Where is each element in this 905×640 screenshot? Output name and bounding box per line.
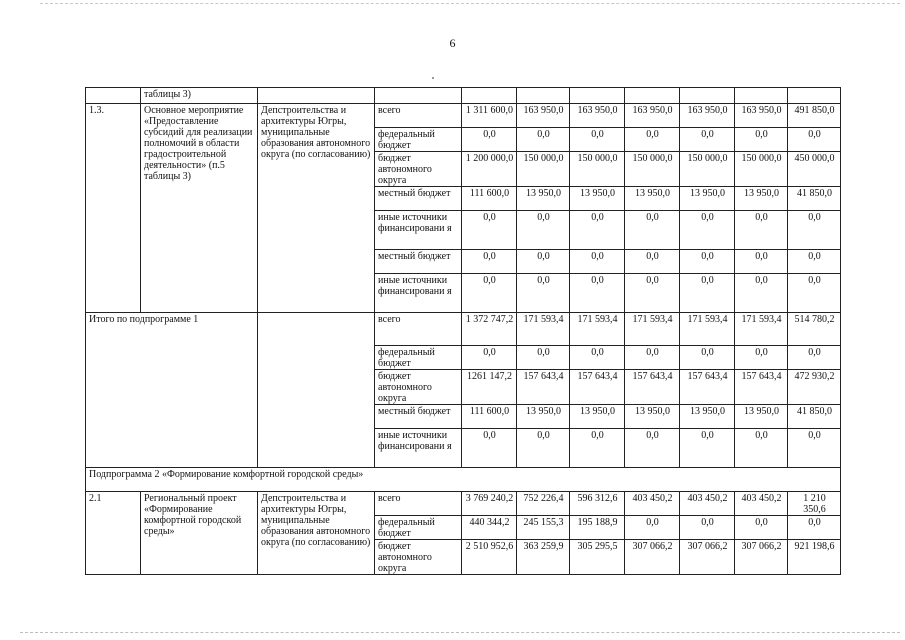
amount-cell: 0,0 [788,250,841,274]
amount-cell: 0,0 [517,346,570,370]
amount-cell: 752 226,4 [517,492,570,516]
amount-cell: 13 950,0 [570,405,625,429]
amount-cell: 0,0 [680,211,735,250]
amount-cell: 41 850,0 [788,405,841,429]
empty-cell [517,88,570,104]
amount-cell: 195 188,9 [570,516,625,540]
amount-cell: 363 259,9 [517,540,570,575]
page-number: 6 [449,36,456,50]
amount-cell: 491 850,0 [788,104,841,128]
amount-cell: 0,0 [625,128,680,152]
amount-cell: 157 643,4 [680,370,735,405]
amount-cell: 13 950,0 [517,405,570,429]
empty-cell [625,88,680,104]
amount-cell: 0,0 [570,274,625,313]
source-cell: федеральный бюджет [375,346,462,370]
amount-cell: 171 593,4 [570,313,625,346]
empty-cell [258,313,375,468]
amount-cell: 3 769 240,2 [462,492,517,516]
source-cell: иные источники финансировани я [375,211,462,250]
amount-cell: 305 295,5 [570,540,625,575]
amount-cell: 163 950,0 [570,104,625,128]
empty-cell [462,88,517,104]
amount-cell: 150 000,0 [735,152,788,187]
source-cell: бюджет автономного округа [375,152,462,187]
amount-cell: 307 066,2 [625,540,680,575]
amount-cell: 13 950,0 [570,187,625,211]
source-cell: всего [375,313,462,346]
amount-cell: 0,0 [625,516,680,540]
amount-cell: 0,0 [570,211,625,250]
amount-cell: 514 780,2 [788,313,841,346]
amount-cell: 0,0 [625,346,680,370]
amount-cell: 0,0 [570,346,625,370]
amount-cell: 0,0 [570,128,625,152]
source-cell: местный бюджет [375,250,462,274]
amount-cell: 0,0 [735,346,788,370]
empty-cell [258,88,375,104]
source-cell: иные источники финансировани я [375,429,462,468]
amount-cell: 0,0 [788,516,841,540]
amount-cell: 0,0 [788,274,841,313]
amount-cell: 307 066,2 [680,540,735,575]
scan-edge-bottom [20,632,900,633]
amount-cell: 0,0 [788,128,841,152]
amount-cell: 0,0 [462,250,517,274]
amount-cell: 0,0 [570,250,625,274]
amount-cell: 0,0 [788,429,841,468]
amount-cell: 150 000,0 [680,152,735,187]
amount-cell: 921 198,6 [788,540,841,575]
scan-speck [432,77,434,79]
amount-cell: 0,0 [680,516,735,540]
executor-cell: Депстроительства и архитектуры Югры, муниципальные образования автономного округа (по согласованию) [258,104,375,313]
amount-cell: 403 450,2 [680,492,735,516]
amount-cell: 1 210 350,6 [788,492,841,516]
continuation-cell: таблицы 3) [141,88,258,104]
amount-cell: 163 950,0 [517,104,570,128]
amount-cell: 13 950,0 [735,405,788,429]
amount-cell: 440 344,2 [462,516,517,540]
amount-cell: 13 950,0 [680,405,735,429]
subprogram-header-cell: Подпрограмма 2 «Формирование комфортной городской среды» [86,468,841,492]
source-cell: местный бюджет [375,187,462,211]
amount-cell: 0,0 [788,211,841,250]
amount-cell: 403 450,2 [625,492,680,516]
amount-cell: 0,0 [462,128,517,152]
amount-cell: 111 600,0 [462,187,517,211]
amount-cell: 0,0 [517,274,570,313]
amount-cell: 2 510 952,6 [462,540,517,575]
amount-cell: 0,0 [680,429,735,468]
amount-cell: 163 950,0 [735,104,788,128]
amount-cell: 13 950,0 [625,405,680,429]
amount-cell: 0,0 [462,429,517,468]
financing-table [85,87,841,575]
source-cell: всего [375,104,462,128]
amount-cell: 41 850,0 [788,187,841,211]
amount-cell: 171 593,4 [680,313,735,346]
executor-cell: Депстроительства и архитектуры Югры, муниципальные образования автономного округа (по согласованию) [258,492,375,575]
amount-cell: 171 593,4 [517,313,570,346]
amount-cell: 157 643,4 [625,370,680,405]
amount-cell: 0,0 [625,250,680,274]
amount-cell: 0,0 [570,429,625,468]
amount-cell: 0,0 [735,274,788,313]
amount-cell: 1261 147,2 [462,370,517,405]
amount-cell: 0,0 [625,274,680,313]
amount-cell: 163 950,0 [625,104,680,128]
amount-cell: 472 930,2 [788,370,841,405]
amount-cell: 0,0 [517,250,570,274]
amount-cell: 0,0 [462,346,517,370]
amount-cell: 150 000,0 [517,152,570,187]
amount-cell: 171 593,4 [735,313,788,346]
amount-cell: 1 200 000,0 [462,152,517,187]
amount-cell: 0,0 [462,211,517,250]
source-cell: местный бюджет [375,405,462,429]
amount-cell: 596 312,6 [570,492,625,516]
row-number-cell: 1.3. [86,104,141,313]
amount-cell: 403 450,2 [735,492,788,516]
scan-edge-top [40,3,900,4]
amount-cell: 150 000,0 [625,152,680,187]
amount-cell: 0,0 [680,128,735,152]
amount-cell: 171 593,4 [625,313,680,346]
amount-cell: 307 066,2 [735,540,788,575]
empty-cell [788,88,841,104]
amount-cell: 13 950,0 [680,187,735,211]
amount-cell: 0,0 [735,429,788,468]
amount-cell: 0,0 [625,211,680,250]
source-cell: всего [375,492,462,516]
amount-cell: 0,0 [735,250,788,274]
amount-cell: 13 950,0 [735,187,788,211]
empty-cell [735,88,788,104]
amount-cell: 157 643,4 [735,370,788,405]
amount-cell: 157 643,4 [570,370,625,405]
amount-cell: 157 643,4 [517,370,570,405]
amount-cell: 245 155,3 [517,516,570,540]
amount-cell: 450 000,0 [788,152,841,187]
amount-cell: 0,0 [517,429,570,468]
amount-cell: 0,0 [517,128,570,152]
source-cell: бюджет автономного округа [375,540,462,575]
source-cell: федеральный бюджет [375,516,462,540]
amount-cell: 0,0 [680,250,735,274]
amount-cell: 0,0 [680,346,735,370]
amount-cell: 150 000,0 [570,152,625,187]
row-number-cell [86,88,141,104]
measure-name-cell: Региональный проект «Формирование комфортной городской среды» [141,492,258,575]
amount-cell: 0,0 [517,211,570,250]
amount-cell: 0,0 [735,516,788,540]
amount-cell: 13 950,0 [625,187,680,211]
source-cell: бюджет автономного округа [375,370,462,405]
source-cell: федеральный бюджет [375,128,462,152]
empty-cell [680,88,735,104]
amount-cell: 0,0 [735,211,788,250]
amount-cell: 163 950,0 [680,104,735,128]
amount-cell: 1 372 747,2 [462,313,517,346]
total-label-cell: Итого по подпрограмме 1 [86,313,258,468]
amount-cell: 0,0 [735,128,788,152]
source-cell: иные источники финансировани я [375,274,462,313]
amount-cell: 111 600,0 [462,405,517,429]
amount-cell: 0,0 [625,429,680,468]
amount-cell: 0,0 [680,274,735,313]
amount-cell: 13 950,0 [517,187,570,211]
row-number-cell: 2.1 [86,492,141,575]
amount-cell: 0,0 [788,346,841,370]
empty-cell [375,88,462,104]
empty-cell [570,88,625,104]
amount-cell: 0,0 [462,274,517,313]
amount-cell: 1 311 600,0 [462,104,517,128]
measure-name-cell: Основное мероприятие «Предоставление субсидий для реализации полномочий в области градостроительной деятельности» (п.5 таблицы 3) [141,104,258,313]
